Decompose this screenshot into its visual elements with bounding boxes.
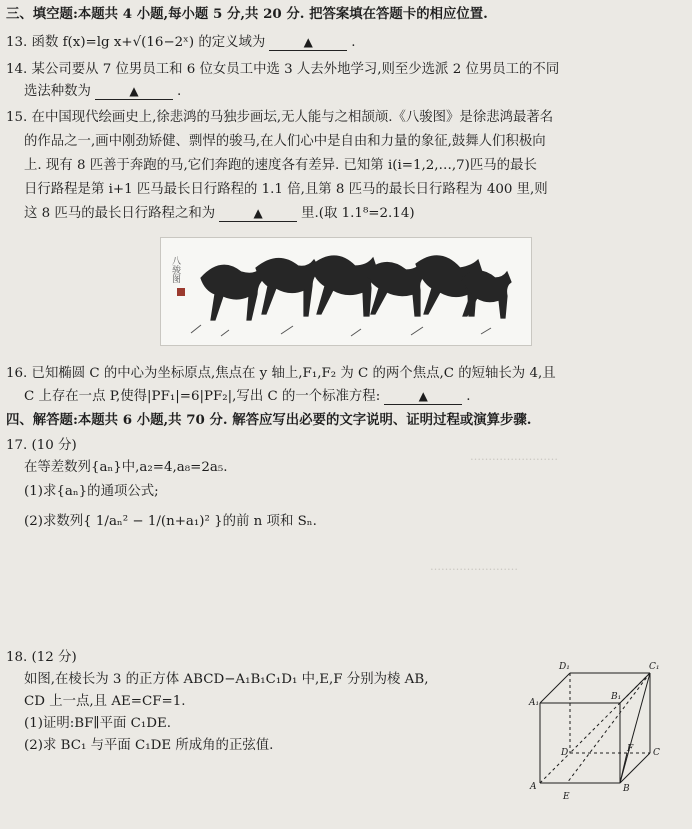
answer-blank-15: [219, 206, 297, 222]
seal-stamp-icon: [177, 288, 185, 296]
horses-ink-illustration: [161, 238, 531, 345]
label-b1: B₁: [611, 692, 622, 702]
question-16-line-1: 16. 已知椭圆 C 的中心为坐标原点,焦点在 y 轴上,F₁,F₂ 为 C 的两个焦点,C 的短轴长为 4,且: [6, 366, 556, 381]
cube-diagram: [525, 657, 675, 807]
question-15-line-4: 日行路程是第 i+1 匹马最长日行路程的 1.1 倍,且第 8 匹马的最长日行路程为 400 里,则: [24, 182, 548, 197]
label-c1: C₁: [649, 662, 660, 672]
q13-text: 13. 函数 f(x)=lg x+√(16−2ˣ) 的定义域为: [6, 35, 266, 50]
question-18-line-1: 如图,在棱长为 3 的正方体 ABCD−A₁B₁C₁D₁ 中,E,F 分别为棱 AB,: [24, 672, 429, 687]
label-a1: A₁: [529, 698, 540, 708]
label-f: F: [627, 744, 634, 754]
question-17-part-1: (1)求{aₙ}的通项公式;: [24, 484, 159, 499]
question-15-line-5: [24, 206, 415, 222]
section-4-heading: 四、解答题:本题共 6 小题,共 70 分. 解答应写出必要的文字说明、证明过程或演算步骤.: [6, 412, 532, 428]
triangle-mark-icon: ▲: [303, 35, 313, 49]
q14-end: .: [176, 84, 182, 99]
answer-blank-13: [269, 35, 347, 51]
q16-end: .: [466, 389, 471, 404]
label-d1: D₁: [559, 662, 570, 672]
answer-blank-14: [95, 84, 173, 100]
triangle-mark-icon: ▲: [418, 389, 428, 403]
question-16-line-2: [24, 389, 470, 405]
question-15-line-3: 上. 现有 8 匹善于奔跑的马,它们奔跑的速度各有差异. 已知第 i(i=1,2,…,7)匹马的最长: [24, 158, 537, 173]
q15-end: 里.(取 1.1⁸=2.14): [301, 206, 415, 221]
bleed-through-text: ……………………: [430, 560, 518, 573]
ground-grass-icon: [191, 325, 491, 336]
label-b: B: [623, 784, 630, 794]
q13-end: .: [351, 35, 356, 50]
q15-text: 这 8 匹马的最长日行路程之和为: [24, 206, 216, 221]
label-a: A: [530, 782, 537, 792]
section-3-heading: 三、填空题:本题共 4 小题,每小题 5 分,共 20 分. 把答案填在答题卡的相应位置.: [6, 6, 488, 22]
painting-seal-text: 八骏图: [170, 256, 180, 283]
question-17-part-2: (2)求数列{ 1/aₙ² − 1/(n+a₁)² }的前 n 项和 Sₙ.: [24, 514, 317, 529]
bleed-through-text: ……………………: [470, 450, 558, 463]
question-17-heading: 17. (10 分): [6, 438, 77, 453]
question-14-line-2: [24, 84, 181, 100]
question-18-part-1: (1)证明:BF∥平面 C₁DE.: [24, 716, 171, 731]
q14-text: 选法种数为: [24, 84, 91, 99]
label-d: D: [561, 748, 569, 758]
triangle-mark-icon: ▲: [129, 84, 139, 98]
question-17-stem: 在等差数列{aₙ}中,a₂=4,a₈=2a₅.: [24, 460, 228, 475]
label-e: E: [563, 792, 570, 802]
question-15-line-2: 的作品之一,画中刚劲矫健、剽悍的骏马,在人们心中是自由和力量的象征,鼓舞人们积极向: [24, 134, 546, 149]
horse-group-icon: [201, 256, 511, 320]
question-15-line-1: 15. 在中国现代绘画史上,徐悲鸿的马独步画坛,无人能与之相颉颃.《八骏图》是徐悲鸿最著名: [6, 110, 554, 125]
question-18-part-2: (2)求 BC₁ 与平面 C₁DE 所成角的正弦值.: [24, 738, 274, 753]
q16-text: C 上存在一点 P,使得|PF₁|=6|PF₂|,写出 C 的一个标准方程:: [24, 389, 381, 404]
question-13: [6, 35, 356, 51]
question-14-line-1: 14. 某公司要从 7 位男员工和 6 位女员工中选 3 人去外地学习,则至少选派 2 位男员工的不同: [6, 62, 560, 77]
eight-horses-painting: [160, 237, 532, 346]
label-c: C: [653, 748, 660, 758]
question-18-heading: 18. (12 分): [6, 650, 77, 665]
question-18-line-2: CD 上一点,且 AE=CF=1.: [24, 694, 186, 709]
cube-figure: [525, 657, 675, 807]
answer-blank-16: [384, 389, 462, 405]
triangle-mark-icon: ▲: [253, 206, 263, 220]
